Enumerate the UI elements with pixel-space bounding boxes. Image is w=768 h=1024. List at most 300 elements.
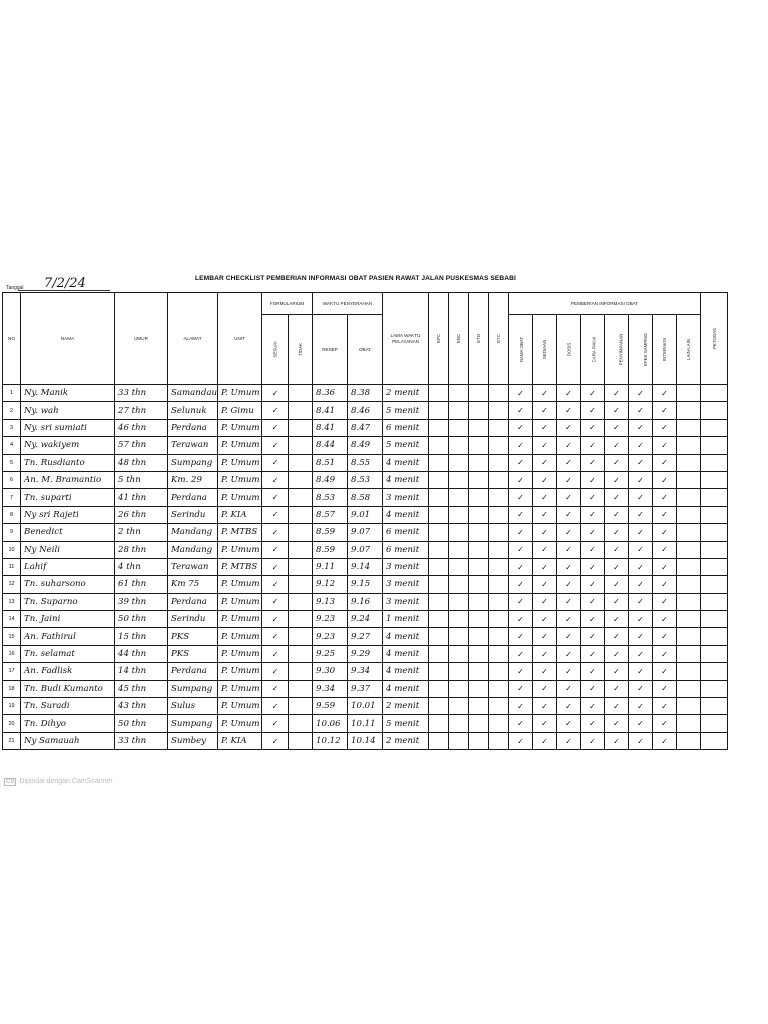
formularium-sesuai-check: ✓ (262, 385, 289, 402)
etd-cell (469, 419, 489, 436)
info-interaksi-check: ✓ (653, 506, 677, 523)
patient-name: Lahif (21, 558, 115, 575)
patient-address: Perdana (168, 489, 218, 506)
etd-cell (469, 645, 489, 662)
info-penyimpanan-check: ✓ (605, 645, 629, 662)
formularium-tidak-cell (289, 576, 313, 593)
info-efek-samping-check: ✓ (629, 489, 653, 506)
table-row (3, 489, 728, 506)
col-header-resep: RESEP (313, 315, 348, 385)
time-obat: 10.14 (348, 732, 383, 749)
etd-cell (469, 680, 489, 697)
enc-cell (449, 419, 469, 436)
info-sediaan-check: ✓ (533, 385, 557, 402)
col-header-sesuai: SESUAI (262, 315, 289, 385)
petugas-cell (701, 576, 728, 593)
info-efek-samping-check: ✓ (629, 437, 653, 454)
table-row (3, 628, 728, 645)
info-nama-obat-check: ✓ (509, 419, 533, 436)
patient-name: Tn. suparti (21, 489, 115, 506)
etc-cell (489, 715, 509, 732)
formularium-sesuai-check: ✓ (262, 402, 289, 419)
row-number: 8 (3, 506, 21, 523)
info-lain-lain-check (677, 524, 701, 541)
info-nama-obat-check: ✓ (509, 489, 533, 506)
time-resep: 10.06 (313, 715, 348, 732)
info-lain-lain-check (677, 541, 701, 558)
info-dosis-check: ✓ (557, 402, 581, 419)
col-header-etc: ETC (489, 293, 509, 385)
info-penyimpanan-check: ✓ (605, 419, 629, 436)
table-row (3, 663, 728, 680)
formularium-sesuai-check: ✓ (262, 471, 289, 488)
info-lain-lain-check (677, 715, 701, 732)
info-penyimpanan-check: ✓ (605, 437, 629, 454)
time-obat: 8.38 (348, 385, 383, 402)
patient-address: Sumpang (168, 715, 218, 732)
patient-age: 14 thn (115, 663, 168, 680)
patient-age: 41 thn (115, 489, 168, 506)
info-penyimpanan-check: ✓ (605, 732, 629, 749)
table-row (3, 680, 728, 697)
epc-cell (429, 541, 449, 558)
col-header-nama: NAMA (21, 293, 115, 385)
info-cara-pakai-check: ✓ (581, 489, 605, 506)
time-resep: 9.23 (313, 628, 348, 645)
formularium-tidak-cell (289, 419, 313, 436)
info-interaksi-check: ✓ (653, 471, 677, 488)
info-interaksi-check: ✓ (653, 645, 677, 662)
time-obat: 9.01 (348, 506, 383, 523)
patient-unit: P. Umum (218, 715, 262, 732)
info-lain-lain-check (677, 593, 701, 610)
row-number: 13 (3, 593, 21, 610)
row-number: 17 (3, 663, 21, 680)
patient-age: 50 thn (115, 611, 168, 628)
formularium-sesuai-check: ✓ (262, 628, 289, 645)
info-penyimpanan-check: ✓ (605, 454, 629, 471)
row-number: 16 (3, 645, 21, 662)
info-lain-lain-check (677, 732, 701, 749)
etc-cell (489, 402, 509, 419)
table-row (3, 715, 728, 732)
info-interaksi-check: ✓ (653, 541, 677, 558)
time-obat: 9.15 (348, 576, 383, 593)
info-interaksi-check: ✓ (653, 698, 677, 715)
patient-unit: P. Umum (218, 437, 262, 454)
date-value: 7/2/24 (44, 276, 86, 291)
info-dosis-check: ✓ (557, 593, 581, 610)
info-sediaan-check: ✓ (533, 471, 557, 488)
service-duration: 6 menit (383, 541, 429, 558)
info-penyimpanan-check: ✓ (605, 576, 629, 593)
time-obat: 9.07 (348, 524, 383, 541)
epc-cell (429, 506, 449, 523)
formularium-sesuai-check: ✓ (262, 663, 289, 680)
patient-unit: P. MTBS (218, 558, 262, 575)
enc-cell (449, 698, 469, 715)
formularium-sesuai-check: ✓ (262, 558, 289, 575)
info-sediaan-check: ✓ (533, 558, 557, 575)
table-row (3, 437, 728, 454)
enc-cell (449, 402, 469, 419)
service-duration: 3 menit (383, 489, 429, 506)
etd-cell (469, 611, 489, 628)
patient-name: Tn. Suradi (21, 698, 115, 715)
table-row (3, 558, 728, 575)
etd-cell (469, 471, 489, 488)
info-efek-samping-check: ✓ (629, 471, 653, 488)
formularium-sesuai-check: ✓ (262, 732, 289, 749)
patient-unit: P. Umum (218, 698, 262, 715)
service-duration: 4 menit (383, 506, 429, 523)
formularium-tidak-cell (289, 506, 313, 523)
info-lain-lain-check (677, 645, 701, 662)
patient-age: 33 thn (115, 732, 168, 749)
info-dosis-check: ✓ (557, 715, 581, 732)
petugas-cell (701, 698, 728, 715)
epc-cell (429, 732, 449, 749)
info-sediaan-check: ✓ (533, 715, 557, 732)
patient-address: Km 75 (168, 576, 218, 593)
info-cara-pakai-check: ✓ (581, 680, 605, 697)
info-sediaan-check: ✓ (533, 402, 557, 419)
table-row (3, 611, 728, 628)
service-duration: 2 menit (383, 732, 429, 749)
table-row (3, 385, 728, 402)
formularium-sesuai-check: ✓ (262, 489, 289, 506)
info-sediaan-check: ✓ (533, 541, 557, 558)
info-sediaan-check: ✓ (533, 593, 557, 610)
col-header-efek-samping: EFEK SAMPING (629, 315, 653, 385)
row-number: 10 (3, 541, 21, 558)
patient-unit: P. KIA (218, 506, 262, 523)
patient-age: 5 thn (115, 471, 168, 488)
enc-cell (449, 645, 469, 662)
enc-cell (449, 628, 469, 645)
table-row (3, 471, 728, 488)
info-dosis-check: ✓ (557, 524, 581, 541)
col-header-waktu-penyerahan: WAKTU PENYERAHAN (313, 293, 383, 315)
patient-age: 33 thn (115, 385, 168, 402)
etc-cell (489, 437, 509, 454)
patient-name: Tn. suharsono (21, 576, 115, 593)
patient-unit: P. Umum (218, 454, 262, 471)
formularium-tidak-cell (289, 471, 313, 488)
patient-unit: P. Umum (218, 645, 262, 662)
col-header-obat: OBAT (348, 315, 383, 385)
info-nama-obat-check: ✓ (509, 471, 533, 488)
row-number: 18 (3, 680, 21, 697)
epc-cell (429, 454, 449, 471)
enc-cell (449, 385, 469, 402)
etc-cell (489, 732, 509, 749)
info-dosis-check: ✓ (557, 454, 581, 471)
info-dosis-check: ✓ (557, 732, 581, 749)
etd-cell (469, 698, 489, 715)
patient-name: An. Fadlisk (21, 663, 115, 680)
service-duration: 4 menit (383, 628, 429, 645)
info-interaksi-check: ✓ (653, 715, 677, 732)
info-nama-obat-check: ✓ (509, 506, 533, 523)
etc-cell (489, 611, 509, 628)
etc-cell (489, 628, 509, 645)
patient-address: Km. 29 (168, 471, 218, 488)
info-interaksi-check: ✓ (653, 385, 677, 402)
formularium-tidak-cell (289, 680, 313, 697)
petugas-cell (701, 385, 728, 402)
info-lain-lain-check (677, 471, 701, 488)
info-cara-pakai-check: ✓ (581, 576, 605, 593)
patient-unit: P. Umum (218, 541, 262, 558)
service-duration: 5 menit (383, 402, 429, 419)
etd-cell (469, 715, 489, 732)
info-nama-obat-check: ✓ (509, 611, 533, 628)
service-duration: 2 menit (383, 385, 429, 402)
info-efek-samping-check: ✓ (629, 611, 653, 628)
petugas-cell (701, 489, 728, 506)
time-resep: 8.59 (313, 541, 348, 558)
info-cara-pakai-check: ✓ (581, 645, 605, 662)
info-penyimpanan-check: ✓ (605, 524, 629, 541)
epc-cell (429, 645, 449, 662)
info-efek-samping-check: ✓ (629, 419, 653, 436)
info-dosis-check: ✓ (557, 506, 581, 523)
patient-age: 57 thn (115, 437, 168, 454)
scanner-watermark (4, 778, 113, 785)
info-dosis-check: ✓ (557, 489, 581, 506)
time-resep: 9.23 (313, 611, 348, 628)
patient-address: Sulus (168, 698, 218, 715)
info-efek-samping-check: ✓ (629, 576, 653, 593)
etc-cell (489, 489, 509, 506)
info-nama-obat-check: ✓ (509, 663, 533, 680)
info-cara-pakai-check: ✓ (581, 663, 605, 680)
service-duration: 3 menit (383, 558, 429, 575)
service-duration: 4 menit (383, 645, 429, 662)
patient-age: 26 thn (115, 506, 168, 523)
col-header-lama-waktu: LAMA WAKTU PELAYANAN (383, 293, 429, 385)
enc-cell (449, 489, 469, 506)
info-lain-lain-check (677, 611, 701, 628)
col-header-cara-pakai: CARA PAKAI (581, 315, 605, 385)
info-dosis-check: ✓ (557, 611, 581, 628)
info-penyimpanan-check: ✓ (605, 680, 629, 697)
formularium-tidak-cell (289, 611, 313, 628)
col-header-nama-obat: NAMA OBAT (509, 315, 533, 385)
epc-cell (429, 489, 449, 506)
time-obat: 9.24 (348, 611, 383, 628)
time-resep: 8.51 (313, 454, 348, 471)
table-row (3, 524, 728, 541)
time-resep: 8.57 (313, 506, 348, 523)
epc-cell (429, 715, 449, 732)
epc-cell (429, 593, 449, 610)
info-sediaan-check: ✓ (533, 663, 557, 680)
patient-age: 48 thn (115, 454, 168, 471)
table-row (3, 732, 728, 749)
formularium-tidak-cell (289, 558, 313, 575)
table-row (3, 645, 728, 662)
formularium-tidak-cell (289, 645, 313, 662)
etd-cell (469, 524, 489, 541)
col-header-formularium: FORMULARIUM (262, 293, 313, 315)
time-obat: 8.46 (348, 402, 383, 419)
enc-cell (449, 524, 469, 541)
info-cara-pakai-check: ✓ (581, 732, 605, 749)
info-interaksi-check: ✓ (653, 663, 677, 680)
etd-cell (469, 506, 489, 523)
info-sediaan-check: ✓ (533, 576, 557, 593)
patient-age: 4 thn (115, 558, 168, 575)
etd-cell (469, 732, 489, 749)
patient-name: Ny. wah (21, 402, 115, 419)
epc-cell (429, 628, 449, 645)
epc-cell (429, 698, 449, 715)
etd-cell (469, 437, 489, 454)
petugas-cell (701, 558, 728, 575)
info-lain-lain-check (677, 437, 701, 454)
enc-cell (449, 611, 469, 628)
info-efek-samping-check: ✓ (629, 385, 653, 402)
row-number: 19 (3, 698, 21, 715)
col-header-penyimpanan: PENYIMPANAN (605, 315, 629, 385)
patient-name: An. M. Bramantio (21, 471, 115, 488)
col-header-unit: UNIT (218, 293, 262, 385)
service-duration: 4 menit (383, 471, 429, 488)
patient-age: 28 thn (115, 541, 168, 558)
info-lain-lain-check (677, 419, 701, 436)
table-row (3, 698, 728, 715)
patient-unit: P. Umum (218, 663, 262, 680)
time-resep: 8.41 (313, 402, 348, 419)
service-duration: 4 menit (383, 454, 429, 471)
epc-cell (429, 558, 449, 575)
time-resep: 9.34 (313, 680, 348, 697)
row-number: 15 (3, 628, 21, 645)
info-dosis-check: ✓ (557, 680, 581, 697)
petugas-cell (701, 645, 728, 662)
formularium-tidak-cell (289, 489, 313, 506)
patient-name: Tn. Rusdianto (21, 454, 115, 471)
formularium-sesuai-check: ✓ (262, 437, 289, 454)
etd-cell (469, 628, 489, 645)
info-lain-lain-check (677, 506, 701, 523)
formularium-tidak-cell (289, 437, 313, 454)
patient-age: 43 thn (115, 698, 168, 715)
formularium-sesuai-check: ✓ (262, 593, 289, 610)
info-cara-pakai-check: ✓ (581, 715, 605, 732)
petugas-cell (701, 715, 728, 732)
info-dosis-check: ✓ (557, 628, 581, 645)
patient-age: 15 thn (115, 628, 168, 645)
info-efek-samping-check: ✓ (629, 698, 653, 715)
info-interaksi-check: ✓ (653, 732, 677, 749)
patient-name: Ny. sri sumiati (21, 419, 115, 436)
col-header-enc: ENC (449, 293, 469, 385)
row-number: 3 (3, 419, 21, 436)
info-penyimpanan-check: ✓ (605, 715, 629, 732)
petugas-cell (701, 593, 728, 610)
info-nama-obat-check: ✓ (509, 541, 533, 558)
enc-cell (449, 732, 469, 749)
patient-age: 2 thn (115, 524, 168, 541)
info-cara-pakai-check: ✓ (581, 628, 605, 645)
info-nama-obat-check: ✓ (509, 558, 533, 575)
info-cara-pakai-check: ✓ (581, 471, 605, 488)
info-efek-samping-check: ✓ (629, 402, 653, 419)
col-header-dosis: DOSIS (557, 315, 581, 385)
etd-cell (469, 402, 489, 419)
info-cara-pakai-check: ✓ (581, 558, 605, 575)
sheet-title: LEMBAR CHECKLIST PEMBERIAN INFORMASI OBAT PASIEN RAWAT JALAN PUSKESMAS SEBABI (195, 275, 516, 282)
enc-cell (449, 506, 469, 523)
info-sediaan-check: ✓ (533, 628, 557, 645)
info-nama-obat-check: ✓ (509, 645, 533, 662)
etd-cell (469, 541, 489, 558)
patient-age: 61 thn (115, 576, 168, 593)
info-lain-lain-check (677, 698, 701, 715)
etd-cell (469, 663, 489, 680)
info-penyimpanan-check: ✓ (605, 506, 629, 523)
petugas-cell (701, 524, 728, 541)
etc-cell (489, 524, 509, 541)
epc-cell (429, 680, 449, 697)
petugas-cell (701, 541, 728, 558)
col-header-etd: ETD (469, 293, 489, 385)
info-interaksi-check: ✓ (653, 611, 677, 628)
enc-cell (449, 471, 469, 488)
info-efek-samping-check: ✓ (629, 541, 653, 558)
patient-name: Ny sri Rajeti (21, 506, 115, 523)
time-resep: 8.59 (313, 524, 348, 541)
info-cara-pakai-check: ✓ (581, 402, 605, 419)
time-resep: 8.49 (313, 471, 348, 488)
info-interaksi-check: ✓ (653, 437, 677, 454)
petugas-cell (701, 454, 728, 471)
time-resep: 8.36 (313, 385, 348, 402)
etc-cell (489, 558, 509, 575)
info-nama-obat-check: ✓ (509, 385, 533, 402)
service-duration: 4 menit (383, 680, 429, 697)
enc-cell (449, 593, 469, 610)
info-sediaan-check: ✓ (533, 611, 557, 628)
time-obat: 9.34 (348, 663, 383, 680)
info-lain-lain-check (677, 558, 701, 575)
patient-unit: P. Umum (218, 680, 262, 697)
formularium-tidak-cell (289, 454, 313, 471)
patient-name: Tn. selamat (21, 645, 115, 662)
service-duration: 5 menit (383, 437, 429, 454)
epc-cell (429, 663, 449, 680)
info-penyimpanan-check: ✓ (605, 558, 629, 575)
info-penyimpanan-check: ✓ (605, 541, 629, 558)
row-number: 14 (3, 611, 21, 628)
enc-cell (449, 715, 469, 732)
etd-cell (469, 576, 489, 593)
epc-cell (429, 471, 449, 488)
info-efek-samping-check: ✓ (629, 506, 653, 523)
table-row (3, 419, 728, 436)
info-lain-lain-check (677, 489, 701, 506)
info-dosis-check: ✓ (557, 645, 581, 662)
info-sediaan-check: ✓ (533, 437, 557, 454)
col-header-epc: EPC (429, 293, 449, 385)
info-cara-pakai-check: ✓ (581, 541, 605, 558)
etc-cell (489, 471, 509, 488)
epc-cell (429, 402, 449, 419)
formularium-tidak-cell (289, 402, 313, 419)
